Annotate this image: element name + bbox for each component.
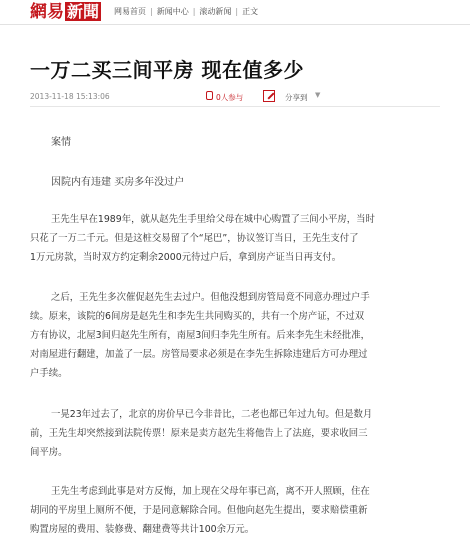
breadcrumb-separator: | bbox=[150, 7, 153, 16]
paragraph-line: 前，王先生却突然接到法院传票！原来是卖方赵先生将他告上了法庭，要求收回三 bbox=[30, 428, 368, 439]
paragraph-line: 续。原来，该院的6间房是赵先生和李先生共同购买的，共有一个房产证，不过双 bbox=[30, 311, 365, 322]
share-button[interactable]: 分享到 bbox=[285, 93, 308, 102]
breadcrumb-current: 正文 bbox=[242, 7, 259, 16]
logo-main-text: 網易 bbox=[30, 2, 64, 22]
publish-time: 2013-11-18 15:13:06 bbox=[30, 92, 110, 101]
paragraph-line: 一晃23年过去了，北京的房价早已今非昔比，二老也都已年过九旬。但是数月 bbox=[51, 409, 373, 420]
meta-divider bbox=[30, 106, 440, 107]
comment-icon[interactable] bbox=[206, 91, 213, 100]
paragraph-line: 间平房。 bbox=[30, 447, 68, 458]
site-header bbox=[0, 0, 470, 25]
breadcrumb-separator: | bbox=[235, 7, 239, 16]
breadcrumb-news-center[interactable]: 新闻中心 bbox=[156, 7, 189, 16]
write-comment-icon[interactable] bbox=[263, 90, 275, 102]
section-heading: 案情 bbox=[51, 137, 71, 148]
logo-box-text: 新聞 bbox=[67, 2, 100, 21]
comment-count-link[interactable]: 0人参与 bbox=[216, 93, 244, 102]
breadcrumb-rolling-news[interactable]: 滚动新闻 bbox=[199, 7, 232, 16]
paragraph-line: 之后，王先生多次催促赵先生去过户。但他没想到房管局竟不同意办理过户手 bbox=[51, 292, 370, 303]
paragraph-line: 王先生早在1989年，就从赵先生手里给父母在城中心购置了三间小平房，当时 bbox=[51, 214, 375, 225]
paragraph-line: 对南屋进行翻建，加盖了一层。房管局要求必须是在李先生拆除违建后方可办理过 bbox=[30, 349, 368, 360]
article-title: 一万二买三间平房 现在值多少 bbox=[30, 58, 304, 82]
paragraph-line: 1万元房款，当时双方约定剩余2000元待过户后，拿到房产证当日再支付。 bbox=[30, 252, 342, 263]
paragraph-line: 户手续。 bbox=[30, 368, 68, 379]
paragraph-line: 王先生考虑到此事是对方反悔，加上现在父母年事已高，离不开人照顾，住在 bbox=[51, 486, 370, 497]
paragraph-line: 方有协议，北屋3间归赵先生所有，南屋3间归李先生所有。后来李先生未经批准， bbox=[30, 330, 371, 341]
paragraph-line: 只花了一万二千元。但是这桩交易留了个“尾巴”，协议签订当日，王先生支付了 bbox=[30, 233, 359, 244]
netease-news-logo[interactable] bbox=[30, 2, 101, 22]
article-meta bbox=[30, 90, 440, 104]
chevron-down-icon[interactable]: ▼ bbox=[315, 91, 321, 99]
breadcrumb-home[interactable]: 网易首页 bbox=[114, 7, 146, 16]
breadcrumb bbox=[114, 6, 258, 17]
section-subheading: 因院内有违建 买房多年没过户 bbox=[51, 177, 185, 188]
paragraph-line: 购置房屋的费用、装修费、翻建费等共计100余万元。 bbox=[30, 524, 255, 535]
paragraph-line: 胡同的平房里上厕所不便，于是同意解除合同。但他向赵先生提出，要求赔偿重新 bbox=[30, 505, 368, 516]
breadcrumb-separator: | bbox=[192, 7, 196, 16]
